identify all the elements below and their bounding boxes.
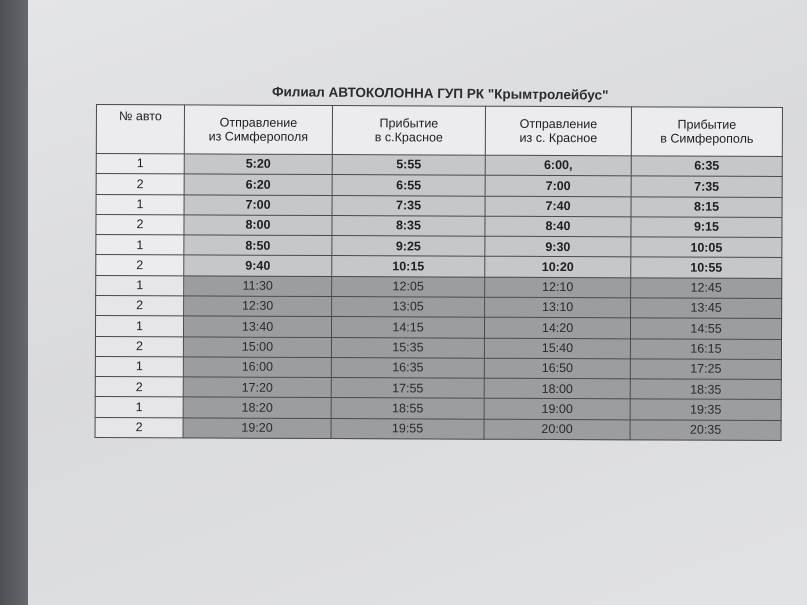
cell-depart-krasnoe: 6:00, — [485, 155, 631, 176]
cell-depart-simferopol: 18:20 — [183, 397, 331, 418]
cell-arrive-simferopol: 9:15 — [631, 217, 782, 238]
cell-arrive-krasnoe: 12:05 — [332, 276, 485, 297]
cell-bus-number: 1 — [96, 235, 184, 256]
cell-depart-simferopol: 12:30 — [184, 296, 332, 317]
cell-bus-number: 2 — [95, 417, 183, 438]
cell-depart-krasnoe: 14:20 — [484, 317, 630, 338]
cell-arrive-krasnoe: 17:55 — [331, 378, 484, 399]
cell-arrive-krasnoe: 5:55 — [332, 155, 485, 176]
cell-arrive-krasnoe: 13:05 — [332, 296, 485, 317]
cell-bus-number: 1 — [96, 194, 184, 215]
cell-bus-number: 1 — [95, 356, 183, 377]
cell-depart-krasnoe: 7:40 — [485, 196, 631, 217]
cell-arrive-simferopol: 7:35 — [631, 176, 782, 197]
cell-bus-number: 1 — [96, 275, 184, 296]
cell-arrive-krasnoe: 6:55 — [332, 175, 485, 196]
cell-depart-krasnoe: 15:40 — [484, 338, 630, 359]
cell-arrive-simferopol: 10:55 — [631, 257, 782, 278]
cell-arrive-simferopol: 10:05 — [631, 237, 782, 258]
schedule-row — [95, 417, 781, 440]
cell-arrive-krasnoe: 10:15 — [332, 256, 485, 277]
cell-depart-simferopol: 19:20 — [183, 418, 331, 439]
cell-bus-number: 1 — [95, 316, 183, 337]
cell-arrive-simferopol: 19:35 — [630, 399, 781, 420]
cell-depart-simferopol: 15:00 — [183, 336, 331, 357]
cell-bus-number: 2 — [96, 295, 184, 316]
schedule-table — [95, 104, 783, 441]
cell-depart-krasnoe: 12:10 — [485, 277, 631, 298]
cell-depart-krasnoe: 19:00 — [484, 399, 630, 420]
cell-bus-number: 1 — [96, 154, 184, 175]
header-arrive-krasnoe: Прибытие в с.Красное — [332, 106, 485, 156]
cell-arrive-krasnoe: 18:55 — [331, 398, 484, 419]
cell-arrive-simferopol: 17:25 — [630, 359, 781, 380]
cell-depart-krasnoe: 13:10 — [485, 297, 631, 318]
cell-arrive-simferopol: 12:45 — [631, 278, 782, 299]
cell-arrive-simferopol: 8:15 — [631, 196, 782, 217]
cell-depart-simferopol: 6:20 — [184, 174, 332, 195]
cell-arrive-krasnoe: 16:35 — [331, 357, 484, 378]
cell-arrive-krasnoe: 7:35 — [332, 195, 485, 216]
cell-depart-simferopol: 16:00 — [183, 357, 331, 378]
cell-bus-number: 2 — [95, 377, 183, 398]
header-depart-krasnoe: Отправление из с. Красное — [485, 106, 631, 156]
cell-depart-krasnoe: 20:00 — [484, 419, 630, 440]
cell-arrive-simferopol: 13:45 — [631, 298, 782, 319]
cell-arrive-krasnoe: 9:25 — [332, 236, 485, 257]
cell-depart-krasnoe: 7:00 — [485, 175, 631, 196]
cell-arrive-simferopol: 16:15 — [630, 338, 781, 359]
cell-arrive-simferopol: 20:35 — [630, 419, 781, 440]
cell-depart-krasnoe: 8:40 — [485, 216, 631, 237]
cell-depart-simferopol: 9:40 — [184, 255, 332, 276]
cell-arrive-krasnoe: 15:35 — [331, 337, 484, 358]
cell-arrive-simferopol: 14:55 — [630, 318, 781, 339]
cell-depart-simferopol: 13:40 — [183, 316, 331, 337]
cell-depart-krasnoe: 18:00 — [484, 378, 630, 399]
cell-depart-simferopol: 8:50 — [184, 235, 332, 256]
cell-bus-number: 2 — [96, 174, 184, 195]
cell-depart-krasnoe: 16:50 — [484, 358, 630, 379]
header-row — [96, 105, 782, 157]
cell-depart-krasnoe: 9:30 — [485, 236, 631, 257]
cell-depart-simferopol: 11:30 — [184, 276, 332, 297]
cell-bus-number: 2 — [96, 214, 184, 235]
cell-depart-krasnoe: 10:20 — [485, 257, 631, 278]
cell-bus-number: 2 — [96, 255, 184, 276]
header-arrive-simferopol: Прибытие в Симферополь — [631, 107, 782, 157]
cell-arrive-simferopol: 18:35 — [630, 379, 781, 400]
header-bus-number: № авто — [96, 105, 184, 154]
cell-depart-simferopol: 8:00 — [184, 215, 332, 236]
cell-depart-simferopol: 5:20 — [184, 154, 332, 175]
cell-arrive-krasnoe: 8:35 — [332, 215, 485, 236]
cell-bus-number: 2 — [95, 336, 183, 357]
cell-depart-simferopol: 17:20 — [183, 377, 331, 398]
cell-bus-number: 1 — [95, 397, 183, 418]
cell-arrive-krasnoe: 19:55 — [331, 418, 484, 439]
header-depart-simferopol: Отправление из Симферополя — [184, 105, 332, 155]
cell-arrive-krasnoe: 14:15 — [331, 317, 484, 338]
cell-arrive-simferopol: 6:35 — [631, 156, 782, 177]
cell-depart-simferopol: 7:00 — [184, 194, 332, 215]
document-title: Филиал АВТОКОЛОННА ГУП РК "Крымтролейбус" — [271, 84, 609, 103]
